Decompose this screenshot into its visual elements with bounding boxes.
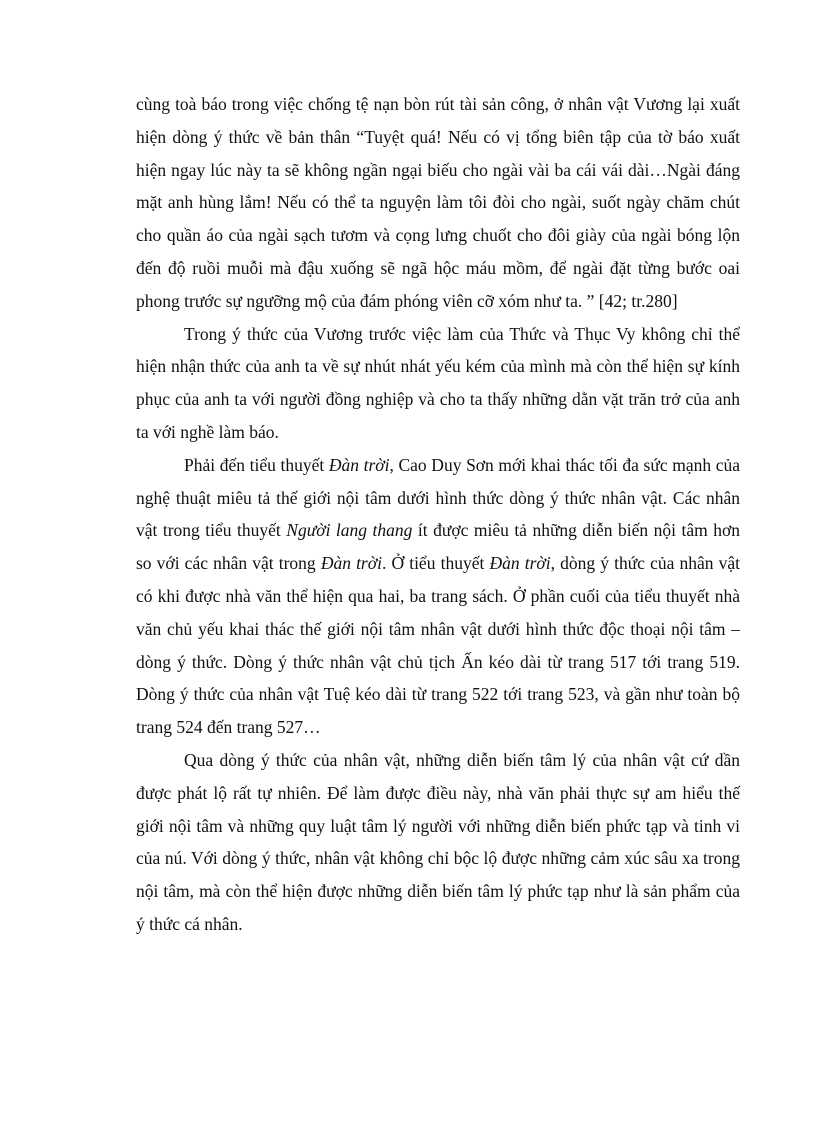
paragraph-3-text: . Ở tiểu thuyết <box>381 553 490 574</box>
book-title-nguoi-lang-thang: Người lang thang <box>286 520 413 541</box>
paragraph-1-text: cùng toà báo trong việc chống tệ nạn bòn rút tài sản công, ở nhân vật Vương lại xuất hiện dòng ý thức về bản thân “Tuyệt quá! Nếu có vị tổng biên tập của tờ báo xuất hiện ngay lúc này ta sẽ không ngần ngại biếu cho ngài vài ba cái vái dài…Ngài đáng mặt anh hùng lắm! Nếu có thể ta nguyện làm tôi đòi cho ngài, suốt ngày chăm chút cho quần áo của ngài sạch tươm và cọng lưng chuốt cho đôi giày của ngài bóng lộn đến độ ruồi muỗi mà đậu xuống sẽ ngã hộc máu mồm, để ngài đặt từng bước oai phong trước sự ngưỡng mộ của đám phóng viên cỡ xóm như ta. ” [42; tr.280] <box>136 94 740 311</box>
paragraph-2 <box>136 318 740 449</box>
paragraph-3-text: ít được miêu tả những diễn biến nội tâm hơn so với các nhân vật trong <box>136 520 740 574</box>
book-title-dan-troi: Đàn trời <box>320 553 382 574</box>
paragraph-4-text: Qua dòng ý thức của nhân vật, những diễn biến tâm lý của nhân vật cứ dần được phát lộ rất tự nhiên. Để làm được điều này, nhà văn phải thực sự am hiểu thế giới nội tâm và những quy luật tâm lý người với những diễn biến phức tạp và tinh vi của nú. Với dòng ý thức, nhân vật không chỉ bộc lộ được những cảm xúc sâu xa trong nội tâm, mà còn thể hiện được những diễn biến tâm lý phức tạp như là sản phẩm của ý thức cá nhân. <box>136 749 740 934</box>
book-title-dan-troi: Đàn trời <box>489 553 551 574</box>
paragraph-2-text: Trong ý thức của Vương trước việc làm của Thức và Thục Vy không chỉ thể hiện nhận thức của anh ta về sự nhút nhát yếu kém của mình mà còn thể hiện sự kính phục của anh ta với người đồng nghiệp và cho ta thấy những dằn vặt trăn trở của anh ta với nghề làm báo. <box>136 323 740 442</box>
paragraph-3-text: , dòng ý thức của nhân vật có khi được nhà văn thể hiện qua hai, ba trang sách. Ở phần cuối của tiểu thuyết nhà văn chủ yếu khai thác thế giới nội tâm nhân vật dưới hình thức độc thoại nội tâm – dòng ý thức. Dòng ý thức nhân vật chủ tịch Ấn kéo dài từ trang 517 tới trang 519. Dòng ý thức của nhân vật Tuệ kéo dài từ trang 522 tới trang 523, và gần như toàn bộ trang 524 đến trang 527… <box>136 553 741 738</box>
book-title-dan-troi: Đàn trời <box>328 454 390 475</box>
paragraph-3-text: , Cao Duy Sơn mới khai thác tối đa sức mạnh của nghệ thuật miêu tả thế giới nội tâm dưới hình thức dòng ý thức nhân vật. Các nhân vật trong tiểu thuyết <box>136 454 740 541</box>
paragraph-3-text: Phải đến tiểu thuyết <box>184 454 329 475</box>
paragraph-3 <box>136 449 740 744</box>
document-page <box>136 88 740 941</box>
paragraph-4 <box>136 744 740 941</box>
paragraph-1 <box>136 88 740 318</box>
